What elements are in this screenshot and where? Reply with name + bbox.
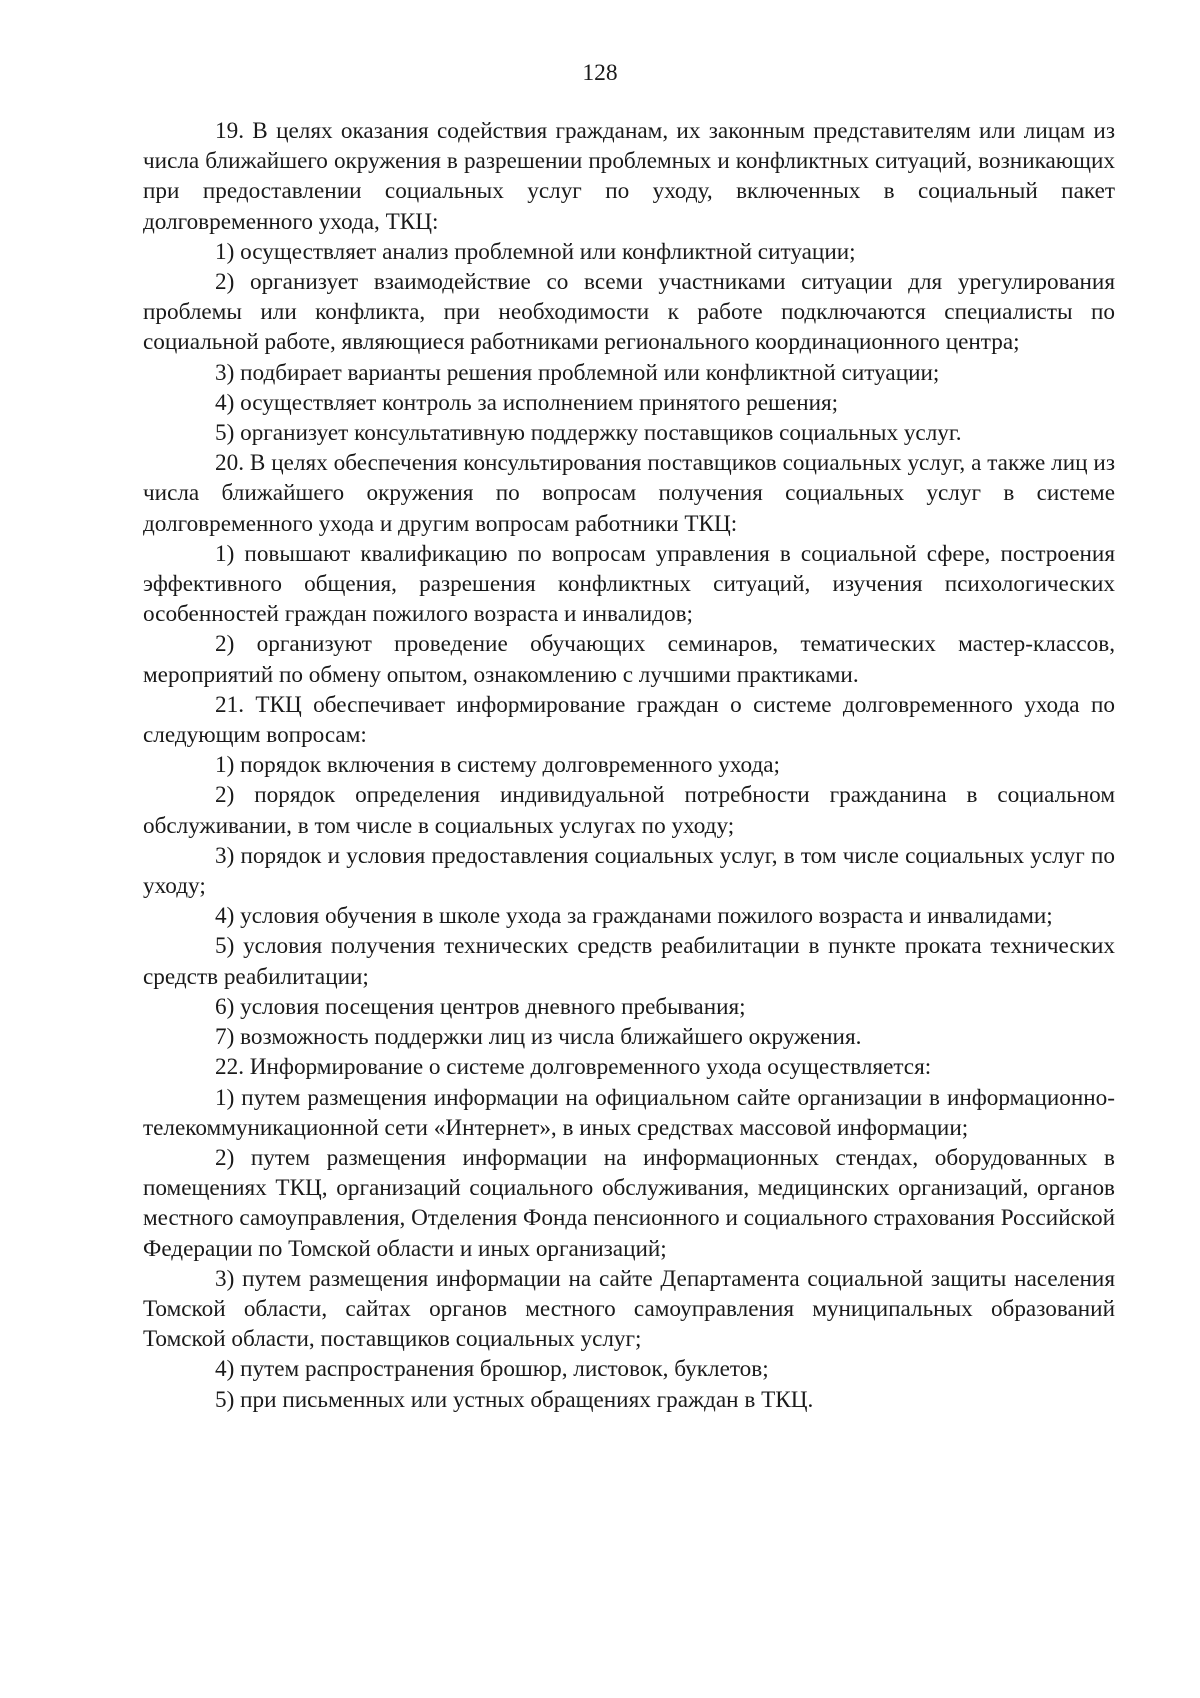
list-item: 3) путем размещения информации на сайте Департамента социальной защиты населения Томской области, сайтах органов местного самоуправления муниципальных образований Томской области, поставщиков социальных услуг; [143,1265,1115,1353]
list-item: 4) осуществляет контроль за исполнением принятого решения; [215,389,839,416]
list-item: 2) порядок определения индивидуальной потребности гражданина в социальном обслуживании, в том числе в социальных услугах по уходу; [143,782,1115,839]
list-item: 4) путем распространения брошюр, листовок, буклетов; [215,1356,769,1383]
paragraph: 19. В целях оказания содействия гражданам, их законным представителям или лицам из числа ближайшего окружения в разрешении проблемных и конфликтных ситуаций, возникающих при предоставлении социальных услуг по уходу, включенных в социальный пакет долговременного ухода, ТКЦ: [143,118,1115,235]
list-item: 3) порядок и условия предоставления социальных услуг, в том числе социальных услуг по уходу; [143,842,1115,900]
list-item: 5) организует консультативную поддержку поставщиков социальных услуг. [215,420,962,447]
document-body [143,116,1115,1415]
list-item: 2) организуют проведение обучающих семинаров, тематических мастер-классов, мероприятий по обмену опытом, ознакомлению с лучшими практиками. [143,631,1115,688]
list-item: 2) путем размещения информации на информационных стендах, оборудованных в помещениях ТКЦ, организаций социального обслуживания, медицинских организаций, органов местного самоуправления, Отделения Фонда пенсионного и социального страхования Российской Федерации по Томской области и иных организаций; [143,1144,1115,1262]
list-item: 7) возможность поддержки лиц из числа ближайшего окружения. [215,1024,862,1051]
list-item: 5) условия получения технических средств реабилитации в пункте проката технических средств реабилитации; [143,933,1115,990]
list-item: 1) путем размещения информации на официальном сайте организации в информационно-телекоммуникационной сети «Интернет», в иных средствах массовой информации; [143,1084,1115,1141]
list-item: 6) условия посещения центров дневного пребывания; [215,993,746,1020]
paragraph: 22. Информирование о системе долговременного ухода осуществляется: [215,1054,932,1081]
list-item: 4) условия обучения в школе ухода за гражданами пожилого возраста и инвалидами; [215,903,1053,930]
paragraph: 20. В целях обеспечения консультирования поставщиков социальных услуг, а также лиц из числа ближайшего окружения по вопросам получения социальных услуг в системе долговременного ухода и другим вопросам работники ТКЦ: [143,450,1115,537]
paragraph: 21. ТКЦ обеспечивает информирование граждан о системе долговременного ухода по следующим вопросам: [143,691,1115,749]
list-item: 1) осуществляет анализ проблемной или конфликтной ситуации; [215,238,856,265]
page-number: 128 [582,60,618,86]
list-item: 5) при письменных или устных обращениях граждан в ТКЦ. [215,1386,814,1413]
list-item: 1) порядок включения в систему долговременного ухода; [215,752,780,779]
list-item: 2) организует взаимодействие со всеми участниками ситуации для урегулирования проблемы или конфликта, при необходимости к работе подключаются специалисты по социальной работе, являющиеся работниками регионального координационного центра; [143,269,1115,356]
list-item: 3) подбирает варианты решения проблемной или конфликтной ситуации; [215,359,940,386]
list-item: 1) повышают квалификацию по вопросам управления в социальной сфере, построения эффективного общения, разрешения конфликтных ситуаций, изучения психологических особенностей граждан пожилого возраста и инвалидов; [143,540,1115,628]
